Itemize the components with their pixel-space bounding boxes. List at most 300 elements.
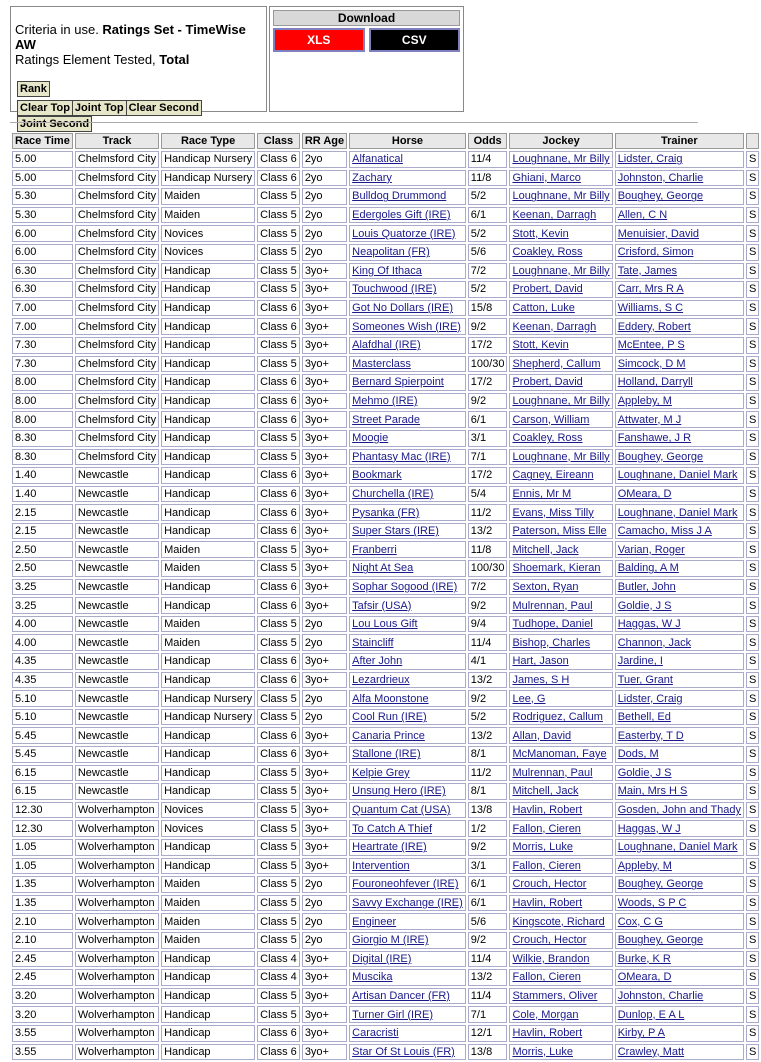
table-cell: 3yo+ [302, 393, 347, 410]
table-cell: Maiden [161, 876, 255, 893]
horse-link[interactable]: Zachary [352, 171, 392, 184]
table-cell [509, 858, 612, 875]
trainer-link[interactable]: Haggas, W J [617, 618, 681, 631]
table-cell [615, 858, 744, 875]
horse-link[interactable]: Alafdhal (IRE) [352, 339, 421, 352]
table-cell: Class 4 [257, 969, 300, 986]
table-cell [349, 541, 466, 558]
table-cell: Handicap [161, 1025, 255, 1042]
trainer-link[interactable]: Channon, Jack [617, 636, 692, 649]
table-row [12, 746, 759, 763]
trainer-link[interactable]: Loughnane, Daniel Mark [617, 469, 738, 482]
trainer-link[interactable]: OMeara, D [617, 487, 672, 500]
horse-link[interactable]: Louis Quatorze (IRE) [352, 227, 456, 240]
horse-link[interactable]: Phantasy Mac (IRE) [352, 450, 451, 463]
trainer-link[interactable]: Johnston, Charlie [617, 171, 704, 184]
trainer-link[interactable]: Gosden, John and Thady [617, 804, 742, 817]
jockey-link[interactable]: Carson, William [512, 413, 590, 426]
table-cell: 3.20 [12, 988, 73, 1005]
trainer-link[interactable]: Tuer, Grant [617, 673, 673, 686]
table-cell: 11/8 [468, 541, 508, 558]
horse-link[interactable]: Muscika [352, 971, 393, 984]
table-cell: S [746, 430, 759, 447]
table-cell: Class 6 [257, 374, 300, 391]
table-cell [615, 263, 744, 280]
table-cell [615, 802, 744, 819]
table-cell: S [746, 207, 759, 224]
trainer-link[interactable]: Eddery, Robert [617, 320, 691, 333]
horse-link[interactable]: Engineer [352, 915, 397, 928]
jockey-link[interactable]: Loughnane, Mr Billy [512, 395, 610, 408]
table-cell: 9/2 [468, 839, 508, 856]
table-cell: Chelmsford City [75, 411, 159, 428]
table-cell [615, 913, 744, 930]
joint-top-button[interactable]: Joint Top [72, 100, 127, 116]
table-cell: Class 5 [257, 783, 300, 800]
horse-link[interactable]: Caracristi [352, 1027, 399, 1040]
table-row [12, 616, 759, 633]
table-cell: 2yo [302, 709, 347, 726]
trainer-link[interactable]: Menuisier, David [617, 227, 700, 240]
jockey-link[interactable]: Shepherd, Callum [512, 357, 601, 370]
horse-link[interactable]: Pysanka (FR) [352, 506, 420, 519]
horse-link[interactable]: Lezardrieux [352, 673, 410, 686]
jockey-link[interactable]: Mulrennan, Paul [512, 599, 593, 612]
trainer-link[interactable]: Crawley, Matt [617, 1045, 685, 1058]
table-cell [349, 411, 466, 428]
trainer-link[interactable]: Fanshawe, J R [617, 432, 692, 445]
trainer-link[interactable]: Varian, Roger [617, 543, 685, 556]
jockey-link[interactable]: Morris, Luke [512, 1045, 573, 1058]
horse-link[interactable]: Stallone (IRE) [352, 748, 421, 761]
table-cell: 3yo+ [302, 746, 347, 763]
table-cell: Class 6 [257, 727, 300, 744]
table-row [12, 207, 759, 224]
table-row [12, 634, 759, 651]
trainer-link[interactable]: Loughnane, Daniel Mark [617, 841, 738, 854]
horse-link[interactable]: Sophar Sogood (IRE) [352, 580, 458, 593]
table-cell: S [746, 393, 759, 410]
table-cell: Class 5 [257, 244, 300, 261]
jockey-link[interactable]: Coakley, Ross [512, 432, 583, 445]
horse-link[interactable]: Got No Dollars (IRE) [352, 302, 453, 315]
table-cell: 12/1 [468, 1025, 508, 1042]
table-cell: S [746, 597, 759, 614]
trainer-link[interactable]: Easterby, T D [617, 729, 684, 742]
horse-link[interactable]: Masterclass [352, 357, 411, 370]
table-cell: Wolverhampton [75, 932, 159, 949]
download-buttons [273, 28, 460, 52]
horse-link[interactable]: Fouroneohfever (IRE) [352, 878, 459, 891]
table-cell: 9/2 [468, 393, 508, 410]
horse-link[interactable]: King Of Ithaca [352, 264, 422, 277]
table-cell: 1.40 [12, 486, 73, 503]
table-cell [509, 1025, 612, 1042]
table-row [12, 411, 759, 428]
jockey-link[interactable]: Wilkie, Brandon [512, 952, 590, 965]
trainer-link[interactable]: Loughnane, Daniel Mark [617, 506, 738, 519]
table-cell: 3yo+ [302, 858, 347, 875]
horse-link[interactable]: Super Stars (IRE) [352, 525, 439, 538]
trainer-link[interactable]: Bethell, Ed [617, 711, 671, 724]
table-cell [615, 541, 744, 558]
clear-top-button[interactable]: Clear Top [17, 100, 73, 116]
table-cell [615, 207, 744, 224]
horse-link[interactable]: Night At Sea [352, 562, 414, 575]
csv-button[interactable]: CSV [369, 28, 461, 52]
horse-link[interactable]: Canaria Prince [352, 729, 425, 742]
table-cell: Wolverhampton [75, 951, 159, 968]
trainer-link[interactable]: Crisford, Simon [617, 246, 694, 259]
jockey-link[interactable]: Kingscote, Richard [512, 915, 605, 928]
table-cell [615, 225, 744, 242]
table-cell: S [746, 727, 759, 744]
trainer-link[interactable]: Butler, John [617, 580, 676, 593]
table-cell: 8.30 [12, 430, 73, 447]
horse-link[interactable]: Star Of St Louis (FR) [352, 1045, 455, 1058]
table-cell: 3yo+ [302, 523, 347, 540]
trainer-link[interactable]: Lidster, Craig [617, 153, 683, 166]
trainer-link[interactable]: Jardine, I [617, 655, 663, 668]
table-cell: 6/1 [468, 411, 508, 428]
trainer-link[interactable]: Williams, S C [617, 302, 684, 315]
table-cell: Class 5 [257, 765, 300, 782]
jockey-link[interactable]: Catton, Luke [512, 302, 575, 315]
table-cell: 7/1 [468, 449, 508, 466]
table-row [12, 1025, 759, 1042]
table-cell: 5/2 [468, 188, 508, 205]
table-cell: 3yo+ [302, 783, 347, 800]
trainer-link[interactable]: Carr, Mrs R A [617, 283, 684, 296]
horse-link[interactable]: Intervention [352, 859, 410, 872]
table-cell: Class 6 [257, 486, 300, 503]
table-cell [509, 783, 612, 800]
table-cell: S [746, 616, 759, 633]
table-cell: Class 5 [257, 281, 300, 298]
table-cell: Wolverhampton [75, 895, 159, 912]
jockey-link[interactable]: Loughnane, Mr Billy [512, 264, 610, 277]
table-cell [615, 616, 744, 633]
horse-link[interactable]: Alfa Moonstone [352, 692, 429, 705]
column-header: Horse [349, 133, 466, 149]
table-cell: Class 6 [257, 597, 300, 614]
table-cell: S [746, 1025, 759, 1042]
jockey-link[interactable]: Havlin, Robert [512, 1027, 583, 1040]
horse-link[interactable]: Heartrate (IRE) [352, 841, 427, 854]
table-cell: 4/1 [468, 653, 508, 670]
trainer-link[interactable]: Dods, M [617, 748, 659, 761]
table-cell: Class 5 [257, 1006, 300, 1023]
jockey-link[interactable]: Loughnane, Mr Billy [512, 450, 610, 463]
trainer-link[interactable]: Appleby, M [617, 395, 672, 408]
table-cell: 3yo+ [302, 337, 347, 354]
jockey-link[interactable]: Morris, Luke [512, 841, 573, 854]
table-row [12, 486, 759, 503]
trainer-link[interactable]: McEntee, P S [617, 339, 685, 352]
table-cell [349, 504, 466, 521]
trainer-link[interactable]: Balding, A M [617, 562, 679, 575]
trainer-link[interactable]: Johnston, Charlie [617, 990, 704, 1003]
jockey-link[interactable]: Stott, Kevin [512, 339, 569, 352]
jockey-link[interactable]: Lee, G [512, 692, 546, 705]
trainer-link[interactable]: Lidster, Craig [617, 692, 683, 705]
horse-link[interactable]: Edergoles Gift (IRE) [352, 209, 451, 222]
horse-link[interactable]: Bulldog Drummond [352, 190, 447, 203]
table-row [12, 337, 759, 354]
table-cell [349, 225, 466, 242]
table-cell [615, 876, 744, 893]
table-cell: 13/8 [468, 802, 508, 819]
table-row [12, 318, 759, 335]
trainer-link[interactable]: Kirby, P A [617, 1027, 665, 1040]
trainer-link[interactable]: Holland, Darryll [617, 376, 693, 389]
jockey-link[interactable]: McManoman, Faye [512, 748, 607, 761]
horse-link[interactable]: Bookmark [352, 469, 402, 482]
table-cell: Class 5 [257, 560, 300, 577]
trainer-link[interactable]: Allen, C N [617, 209, 668, 222]
horse-link[interactable]: Churchella (IRE) [352, 487, 434, 500]
horse-link[interactable]: Unsung Hero (IRE) [352, 785, 446, 798]
jockey-link[interactable]: Mulrennan, Paul [512, 766, 593, 779]
table-cell: 100/30 [468, 560, 508, 577]
table-cell: 5/2 [468, 709, 508, 726]
horse-link[interactable]: Staincliff [352, 636, 394, 649]
table-cell: 13/2 [468, 969, 508, 986]
jockey-link[interactable]: Stott, Kevin [512, 227, 569, 240]
trainer-link[interactable]: Camacho, Miss J A [617, 525, 712, 538]
table-cell: S [746, 988, 759, 1005]
table-cell [349, 802, 466, 819]
table-cell [509, 523, 612, 540]
table-cell: 3yo+ [302, 318, 347, 335]
trainer-link[interactable]: Tate, James [617, 264, 677, 277]
horse-link[interactable]: To Catch A Thief [352, 822, 433, 835]
jockey-link[interactable]: Stammers, Oliver [512, 990, 598, 1003]
trainer-link[interactable]: Simcock, D M [617, 357, 686, 370]
horse-link[interactable]: Artisan Dancer (FR) [352, 990, 450, 1003]
xls-button[interactable]: XLS [273, 28, 365, 52]
table-cell [615, 746, 744, 763]
table-cell: 4.00 [12, 616, 73, 633]
table-cell: Maiden [161, 188, 255, 205]
table-cell [509, 672, 612, 689]
trainer-link[interactable]: Boughey, George [617, 934, 704, 947]
jockey-link[interactable]: Loughnane, Mr Billy [512, 153, 610, 166]
column-header: Jockey [509, 133, 612, 149]
table-cell: Class 5 [257, 263, 300, 280]
table-cell: 7.30 [12, 356, 73, 373]
horse-link[interactable]: Tafsir (USA) [352, 599, 412, 612]
table-cell: 5/4 [468, 486, 508, 503]
table-cell: 2yo [302, 634, 347, 651]
horse-link[interactable]: Someones Wish (IRE) [352, 320, 461, 333]
horse-link[interactable]: Moogie [352, 432, 389, 445]
rank-button[interactable]: Rank [17, 81, 50, 97]
table-cell: 2yo [302, 170, 347, 187]
jockey-link[interactable]: James, S H [512, 673, 570, 686]
horse-link[interactable]: Mehmo (IRE) [352, 395, 418, 408]
jockey-link[interactable]: Paterson, Miss Elle [512, 525, 607, 538]
horse-link[interactable]: Kelpie Grey [352, 766, 410, 779]
horse-link[interactable]: Alfanatical [352, 153, 403, 166]
horse-link[interactable]: Quantum Cat (USA) [352, 804, 451, 817]
jockey-link[interactable]: Keenan, Darragh [512, 209, 597, 222]
table-cell: 3.20 [12, 1006, 73, 1023]
table-cell: Handicap [161, 988, 255, 1005]
horse-link[interactable]: Touchwood (IRE) [352, 283, 437, 296]
table-cell: S [746, 690, 759, 707]
table-row [12, 244, 759, 261]
table-cell [509, 188, 612, 205]
trainer-link[interactable]: OMeara, D [617, 971, 672, 984]
table-cell: S [746, 300, 759, 317]
table-cell [509, 579, 612, 596]
jockey-link[interactable]: Mitchell, Jack [512, 543, 579, 556]
table-header [12, 133, 759, 149]
jockey-link[interactable]: Evans, Miss Tilly [512, 506, 594, 519]
jockey-link[interactable]: Fallon, Cieren [512, 859, 581, 872]
jockey-link[interactable]: Hart, Jason [512, 655, 569, 668]
horse-link[interactable]: Franberri [352, 543, 397, 556]
jockey-link[interactable]: Keenan, Darragh [512, 320, 597, 333]
table-cell: 2yo [302, 913, 347, 930]
horse-link[interactable]: Digital (IRE) [352, 952, 412, 965]
table-cell [509, 616, 612, 633]
table-cell [615, 170, 744, 187]
table-cell: 3/1 [468, 430, 508, 447]
table-cell [615, 467, 744, 484]
trainer-link[interactable]: Appleby, M [617, 859, 672, 872]
horse-link[interactable]: Neapolitan (FR) [352, 246, 430, 259]
table-cell: 6.30 [12, 263, 73, 280]
table-cell: Class 6 [257, 1025, 300, 1042]
horse-link[interactable]: Savvy Exchange (IRE) [352, 897, 463, 910]
jockey-link[interactable]: Crouch, Hector [512, 878, 587, 891]
trainer-link[interactable]: Main, Mrs H S [617, 785, 688, 798]
table-cell: 5.45 [12, 727, 73, 744]
table-row [12, 1044, 759, 1061]
table-cell: Handicap [161, 486, 255, 503]
horse-link[interactable]: After John [352, 655, 403, 668]
table-cell [349, 430, 466, 447]
table-cell: Handicap [161, 467, 255, 484]
table-cell: Handicap [161, 318, 255, 335]
jockey-link[interactable]: Fallon, Cieren [512, 822, 581, 835]
table-cell: 2.10 [12, 932, 73, 949]
trainer-link[interactable]: Goldie, J S [617, 599, 672, 612]
table-cell [509, 244, 612, 261]
trainer-link[interactable]: Boughey, George [617, 190, 704, 203]
jockey-link[interactable]: Havlin, Robert [512, 897, 583, 910]
jockey-link[interactable]: Loughnane, Mr Billy [512, 190, 610, 203]
trainer-link[interactable]: Boughey, George [617, 878, 704, 891]
trainer-link[interactable]: Goldie, J S [617, 766, 672, 779]
horse-link[interactable]: Cool Run (IRE) [352, 711, 427, 724]
table-row [12, 374, 759, 391]
table-row [12, 597, 759, 614]
clear-second-button[interactable]: Clear Second [126, 100, 202, 116]
trainer-link[interactable]: Dunlop, E A L [617, 1008, 685, 1021]
table-cell: 2yo [302, 932, 347, 949]
table-row [12, 951, 759, 968]
table-cell: 3yo+ [302, 969, 347, 986]
table-cell [509, 951, 612, 968]
table-cell: Chelmsford City [75, 151, 159, 168]
table-cell [349, 170, 466, 187]
table-cell [615, 244, 744, 261]
jockey-link[interactable]: Crouch, Hector [512, 934, 587, 947]
jockey-link[interactable]: Cagney, Eireann [512, 469, 594, 482]
jockey-link[interactable]: Probert, David [512, 283, 583, 296]
jockey-link[interactable]: Probert, David [512, 376, 583, 389]
table-cell [615, 281, 744, 298]
table-cell [615, 411, 744, 428]
jockey-link[interactable]: Mitchell, Jack [512, 785, 579, 798]
table-cell: Chelmsford City [75, 449, 159, 466]
table-cell: 8.00 [12, 393, 73, 410]
table-cell: Maiden [161, 634, 255, 651]
horse-link[interactable]: Street Parade [352, 413, 421, 426]
jockey-link[interactable]: Bishop, Charles [512, 636, 591, 649]
column-header: Race Time [12, 133, 73, 149]
jockey-link[interactable]: Tudhope, Daniel [512, 618, 593, 631]
table-cell [615, 1044, 744, 1061]
trainer-link[interactable]: Burke, K R [617, 952, 671, 965]
table-cell: Chelmsford City [75, 393, 159, 410]
table-cell: 8.00 [12, 411, 73, 428]
trainer-link[interactable]: Haggas, W J [617, 822, 681, 835]
trainer-link[interactable]: Cox, C G [617, 915, 663, 928]
horse-link[interactable]: Giorgio M (IRE) [352, 934, 429, 947]
jockey-link[interactable]: Ennis, Mr M [512, 487, 572, 500]
joint-second-button[interactable]: Joint Second [17, 116, 92, 132]
jockey-link[interactable]: Coakley, Ross [512, 246, 583, 259]
table-cell: S [746, 969, 759, 986]
table-cell: Class 6 [257, 467, 300, 484]
table-cell: S [746, 895, 759, 912]
jockey-link[interactable]: Ghiani, Marco [512, 171, 581, 184]
jockey-link[interactable]: Fallon, Cieren [512, 971, 581, 984]
table-cell: 5/2 [468, 225, 508, 242]
table-cell [509, 1044, 612, 1061]
trainer-link[interactable]: Boughey, George [617, 450, 704, 463]
table-cell: Wolverhampton [75, 913, 159, 930]
jockey-link[interactable]: Havlin, Robert [512, 804, 583, 817]
table-cell [509, 802, 612, 819]
jockey-link[interactable]: Shoemark, Kieran [512, 562, 601, 575]
criteria-text [15, 22, 264, 67]
jockey-link[interactable]: Sexton, Ryan [512, 580, 579, 593]
jockey-link[interactable]: Cole, Morgan [512, 1008, 579, 1021]
table-cell: 3.55 [12, 1025, 73, 1042]
trainer-link[interactable]: Woods, S P C [617, 897, 687, 910]
table-cell: Maiden [161, 207, 255, 224]
table-cell: Class 5 [257, 858, 300, 875]
table-cell: S [746, 820, 759, 837]
horse-link[interactable]: Lou Lous Gift [352, 618, 418, 631]
horse-link[interactable]: Bernard Spierpoint [352, 376, 444, 389]
table-cell: 3yo+ [302, 653, 347, 670]
jockey-link[interactable]: Allan, David [512, 729, 572, 742]
jockey-link[interactable]: Rodriguez, Callum [512, 711, 603, 724]
table-row [12, 653, 759, 670]
horse-link[interactable]: Turner Girl (IRE) [352, 1008, 434, 1021]
table-cell [509, 1006, 612, 1023]
table-cell [615, 709, 744, 726]
table-row [12, 876, 759, 893]
trainer-link[interactable]: Attwater, M J [617, 413, 682, 426]
table-cell [349, 356, 466, 373]
